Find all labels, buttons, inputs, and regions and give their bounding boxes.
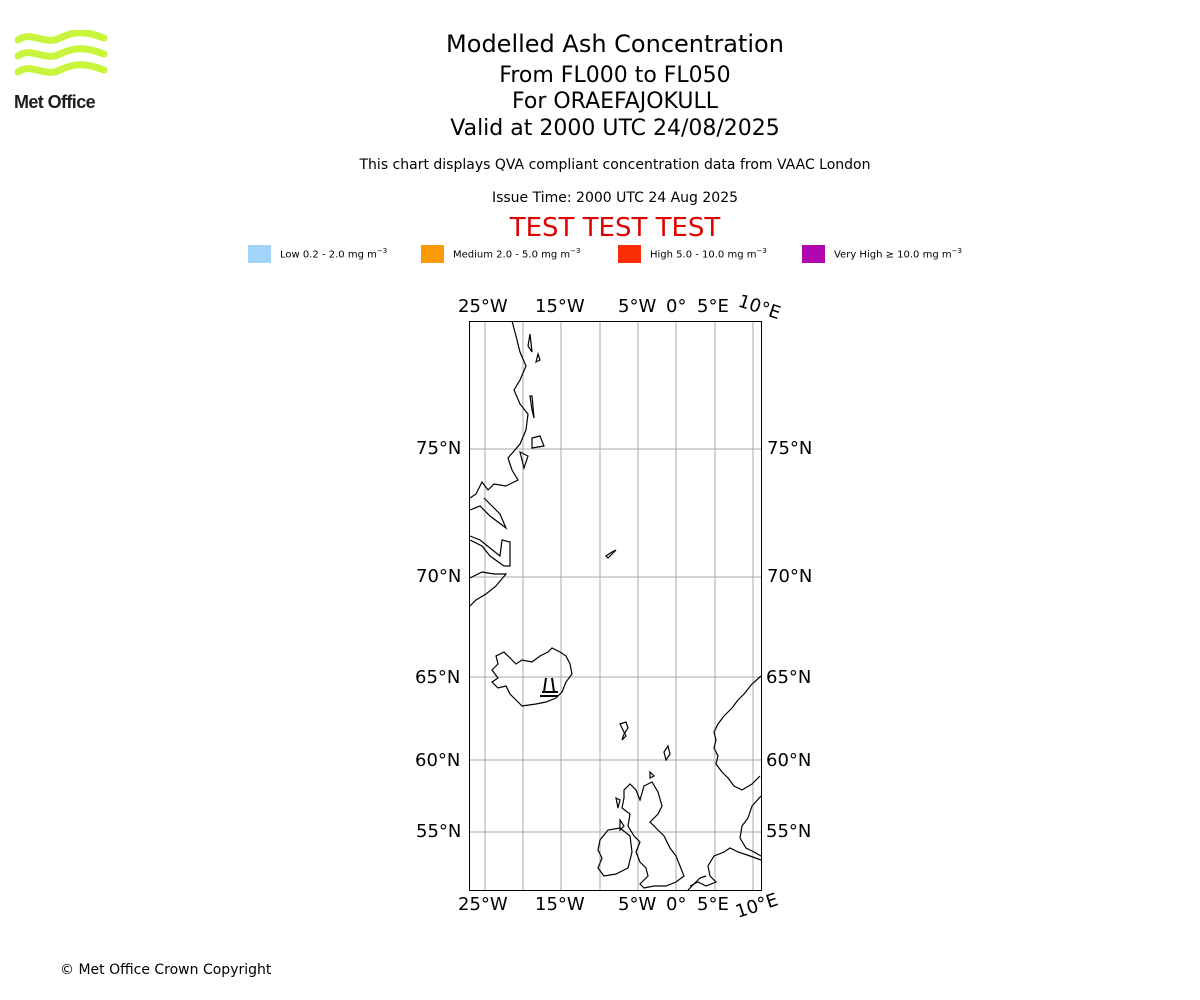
legend-label-very-high: Very High ≥ 10.0 mg m [834,249,952,261]
greenland-coast [470,321,528,498]
lon-label-bottom-5w: 5°W [618,894,657,915]
lat-label-right-75n: 75°N [767,438,813,459]
legend-label-medium: Medium 2.0 - 5.0 mg m [453,249,571,261]
coastlines [470,321,761,890]
lat-label-right-65n: 65°N [766,667,812,688]
map-frame [470,322,762,891]
lat-label-right-60n: 60°N [766,750,812,771]
lon-label-top-0: 0° [666,296,687,317]
volcano-name: For ORAEFAJOKULL [512,89,718,114]
lat-label-left-75n: 75°N [416,438,462,459]
lon-label-bottom-10e: 10°E [733,889,781,923]
lat-label-left-55n: 55°N [416,821,462,842]
lon-label-bottom-25w: 25°W [458,894,508,915]
denmark-coast [690,848,761,886]
lon-label-bottom-0: 0° [666,894,687,915]
lat-label-right-55n: 55°N [766,821,812,842]
copyright: © Met Office Crown Copyright [60,962,272,978]
lat-label-left-65n: 65°N [415,667,461,688]
lat-label-right-70n: 70°N [767,566,813,587]
legend-label-high: High 5.0 - 10.0 mg m [650,249,757,261]
lon-label-bottom-5e: 5°E [697,894,729,915]
test-banner: TEST TEST TEST [509,213,721,243]
jan-mayen [606,550,616,558]
logo-text: Met Office [14,92,96,112]
lat-label-left-60n: 60°N [415,750,461,771]
hebrides [616,772,654,830]
lon-label-top-25w: 25°W [458,296,508,317]
norway-coast [714,676,761,790]
lon-label-bottom-15w: 15°W [535,894,585,915]
greenland-fjords [470,498,510,606]
flight-levels: From FL000 to FL050 [499,63,731,88]
chart-title: Modelled Ash Concentration [446,30,784,58]
legend-label-low: Low 0.2 - 2.0 mg m [280,249,377,261]
issue-time: Issue Time: 2000 UTC 24 Aug 2025 [491,190,739,206]
ireland-coast [598,828,632,876]
legend-medium: Medium 2.0 - 5.0 mg $m^{-3}$ [421,245,580,263]
gridlines [470,321,761,890]
great-britain-coast [622,782,684,888]
lon-label-top-5w: 5°W [618,296,657,317]
legend-very-high: Very High ≥ 10.0 mg $m^{-3}$ [802,245,962,263]
lon-label-top-5e: 5°E [697,296,729,317]
greenland-islands [520,334,544,468]
volcano-marker [540,678,558,696]
norway-south [740,796,761,856]
legend-low: Low 0.2 - 2.0 mg $m^{-3}$ [248,245,387,263]
chart-description: This chart displays QVA compliant concentration data from VAAC London [359,157,871,173]
shetland [664,746,670,760]
lon-label-top-10e: 10°E [735,290,784,325]
legend-high: High 5.0 - 10.0 mg $m^{-3}$ [618,245,767,263]
faroe-islands [620,722,628,740]
lat-label-left-70n: 70°N [416,566,462,587]
lon-label-top-15w: 15°W [535,296,585,317]
valid-time: Valid at 2000 UTC 24/08/2025 [450,116,780,141]
